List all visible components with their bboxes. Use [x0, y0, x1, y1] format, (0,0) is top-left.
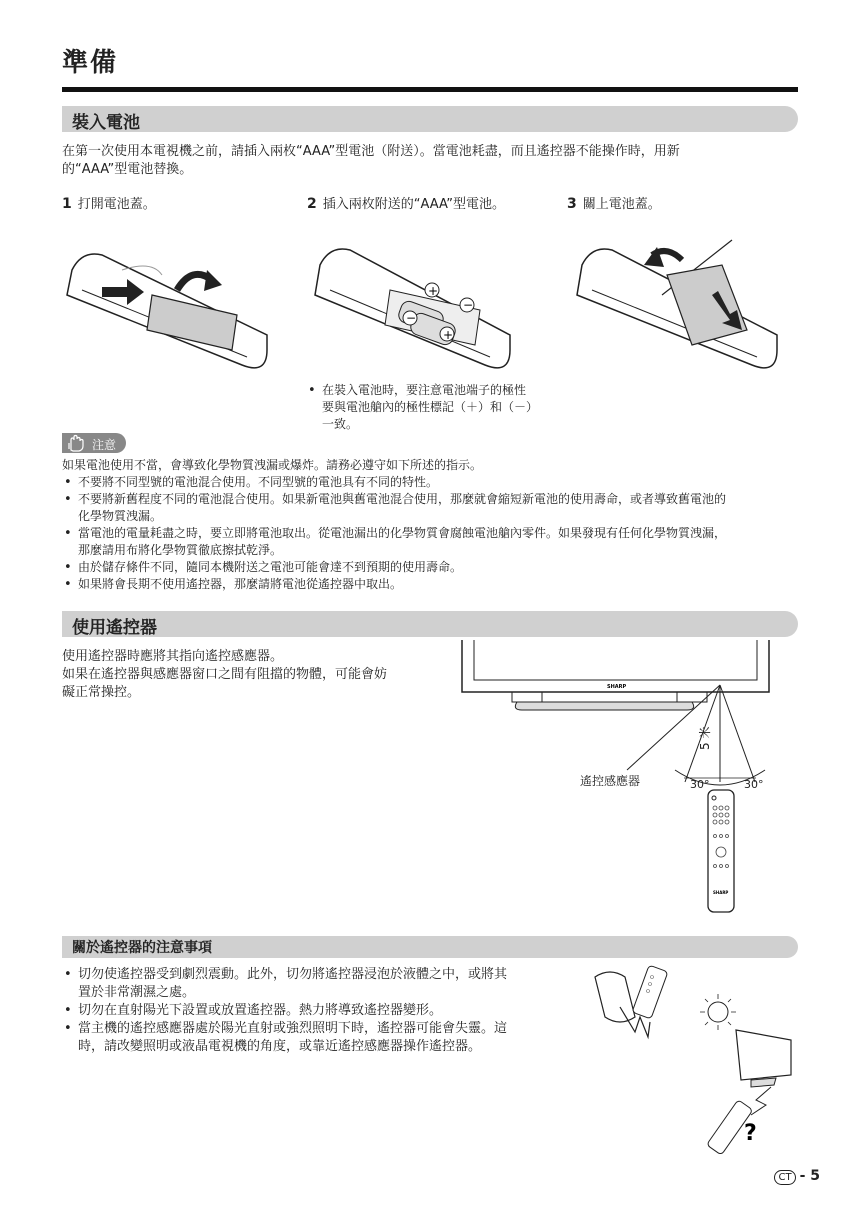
list-item [62, 474, 802, 491]
note-line: • 在裝入電池時，要注意電池端子的極性 [322, 383, 527, 397]
remote-line: 使用遙控器時應將其指向遙控感應器。 [62, 649, 284, 664]
step-text: 關上電池蓋。 [582, 197, 661, 212]
section-heading-remote [62, 611, 798, 637]
tv-icon [736, 1030, 791, 1080]
note-line: 一致。 [322, 417, 359, 431]
tv-brand-logo: SHARP [607, 684, 627, 690]
page-number [774, 1168, 820, 1185]
battery-intro-line: 在第一次使用本電視機之前，請插入兩枚“AAA”型電池（附送）。當電池耗盡，而且遙控器不能操作時，用新 [62, 144, 680, 159]
list-line: • 由於儲存條件不同，隨同本機附送之電池可能會達不到預期的使用壽命。 [78, 560, 463, 574]
list-line: • 當主機的遙控感應器處於陽光直射或強烈照明下時，遙控器可能會失靈。這 [78, 1021, 508, 1036]
hand-icon [66, 434, 86, 452]
battery-intro-line: 的“AAA”型電池替換。 [62, 162, 193, 177]
list-item [62, 1020, 602, 1056]
page-separator: - [799, 1168, 806, 1184]
section-heading-text: 使用遙控器 [72, 618, 157, 638]
angle-left-label: 30° [690, 778, 710, 791]
list-line: 那麼請用布將化學物質徹底擦拭乾淨。 [78, 543, 283, 557]
section-heading-text: 關於遙控器的注意事項 [72, 940, 212, 956]
sensor-label: 遙控感應器 [580, 774, 641, 788]
notes-list [62, 966, 602, 1056]
note-line: 要與電池艙內的極性標記（＋）和（－） [322, 400, 539, 414]
list-line: • 切勿在直射陽光下設置或放置遙控器。熱力將導致遙控器變形。 [78, 1003, 443, 1018]
list-line: • 切勿使遙控器受到劇烈震動。此外，切勿將遙控器浸泡於液體之中，或將其 [78, 967, 508, 982]
list-item [62, 559, 802, 576]
question-mark-icon: ? [744, 1121, 757, 1146]
svg-text:−: − [463, 298, 474, 312]
list-line: 時，請改變照明或液晶電視機的角度，或靠近遙控感應器操作遙控器。 [78, 1039, 482, 1054]
step-1 [62, 193, 156, 212]
remote-line: 礙正常操控。 [62, 685, 141, 700]
caution-badge [62, 433, 126, 453]
list-line: 置於非常潮濕之處。 [78, 985, 196, 1000]
svg-text:+: + [428, 284, 439, 298]
section-heading-text: 裝入電池 [72, 113, 140, 133]
close-cover-illustration [572, 235, 782, 375]
list-line: • 不要將不同型號的電池混合使用。不同型號的電池具有不同的特性。 [78, 475, 439, 489]
step-number: 2 [307, 196, 317, 212]
polarity-note [306, 382, 606, 433]
liquid-spill-illustration [590, 962, 690, 1042]
step-text: 打開電池蓋。 [77, 197, 156, 212]
list-line: • 不要將新舊程度不同的電池混合使用。如果新電池與舊電池混合使用，那麼就會縮短新電池的使用壽命，或者導致舊電池的 [78, 492, 727, 506]
sunlight-illustration [696, 990, 806, 1160]
list-item [306, 382, 606, 433]
remote-instructions [62, 648, 452, 702]
step-3 [567, 193, 661, 212]
page-number-value: 5 [810, 1168, 820, 1184]
svg-text:−: − [406, 311, 417, 325]
step-number: 3 [567, 196, 577, 212]
remote-brand-logo: SHARP [713, 890, 729, 895]
caution-intro: 如果電池使用不當，會導致化學物質洩漏或爆炸。請務必遵守如下所述的指示。 [62, 458, 483, 472]
step-2 [307, 193, 505, 212]
list-line: 化學物質洩漏。 [78, 509, 163, 523]
open-cover-illustration [62, 235, 272, 375]
list-line: • 如果將會長期不使用遙控器，那麼請將電池從遙控器中取出。 [78, 577, 403, 591]
language-badge: CT [774, 1170, 795, 1185]
sun-icon [708, 1002, 728, 1022]
section-heading-battery [62, 106, 798, 132]
svg-text:+: + [443, 328, 454, 342]
battery-intro [62, 143, 802, 179]
list-item [62, 966, 602, 1002]
step-number: 1 [62, 196, 72, 212]
list-item [62, 491, 802, 525]
page-title: 準備 [62, 48, 119, 78]
section-heading-notes [62, 936, 798, 958]
list-item [62, 1002, 602, 1020]
step-text: 插入兩枚附送的“AAA”型電池。 [322, 197, 506, 212]
list-item [62, 576, 802, 593]
list-item [62, 525, 802, 559]
angle-right-label: 30° [744, 778, 764, 791]
caution-list [62, 474, 802, 593]
remote-line: 如果在遙控器與感應器窗口之間有阻擋的物體，可能會妨 [62, 667, 388, 682]
title-rule [62, 87, 798, 92]
list-line: • 當電池的電量耗盡之時，要立即將電池取出。從電池漏出的化學物質會腐蝕電池艙內零件。如果發現有任何化學物質洩漏， [78, 526, 727, 540]
insert-batteries-illustration [310, 235, 510, 375]
distance-label: 5 米 [698, 726, 712, 750]
caution-label: 注意 [92, 438, 117, 452]
